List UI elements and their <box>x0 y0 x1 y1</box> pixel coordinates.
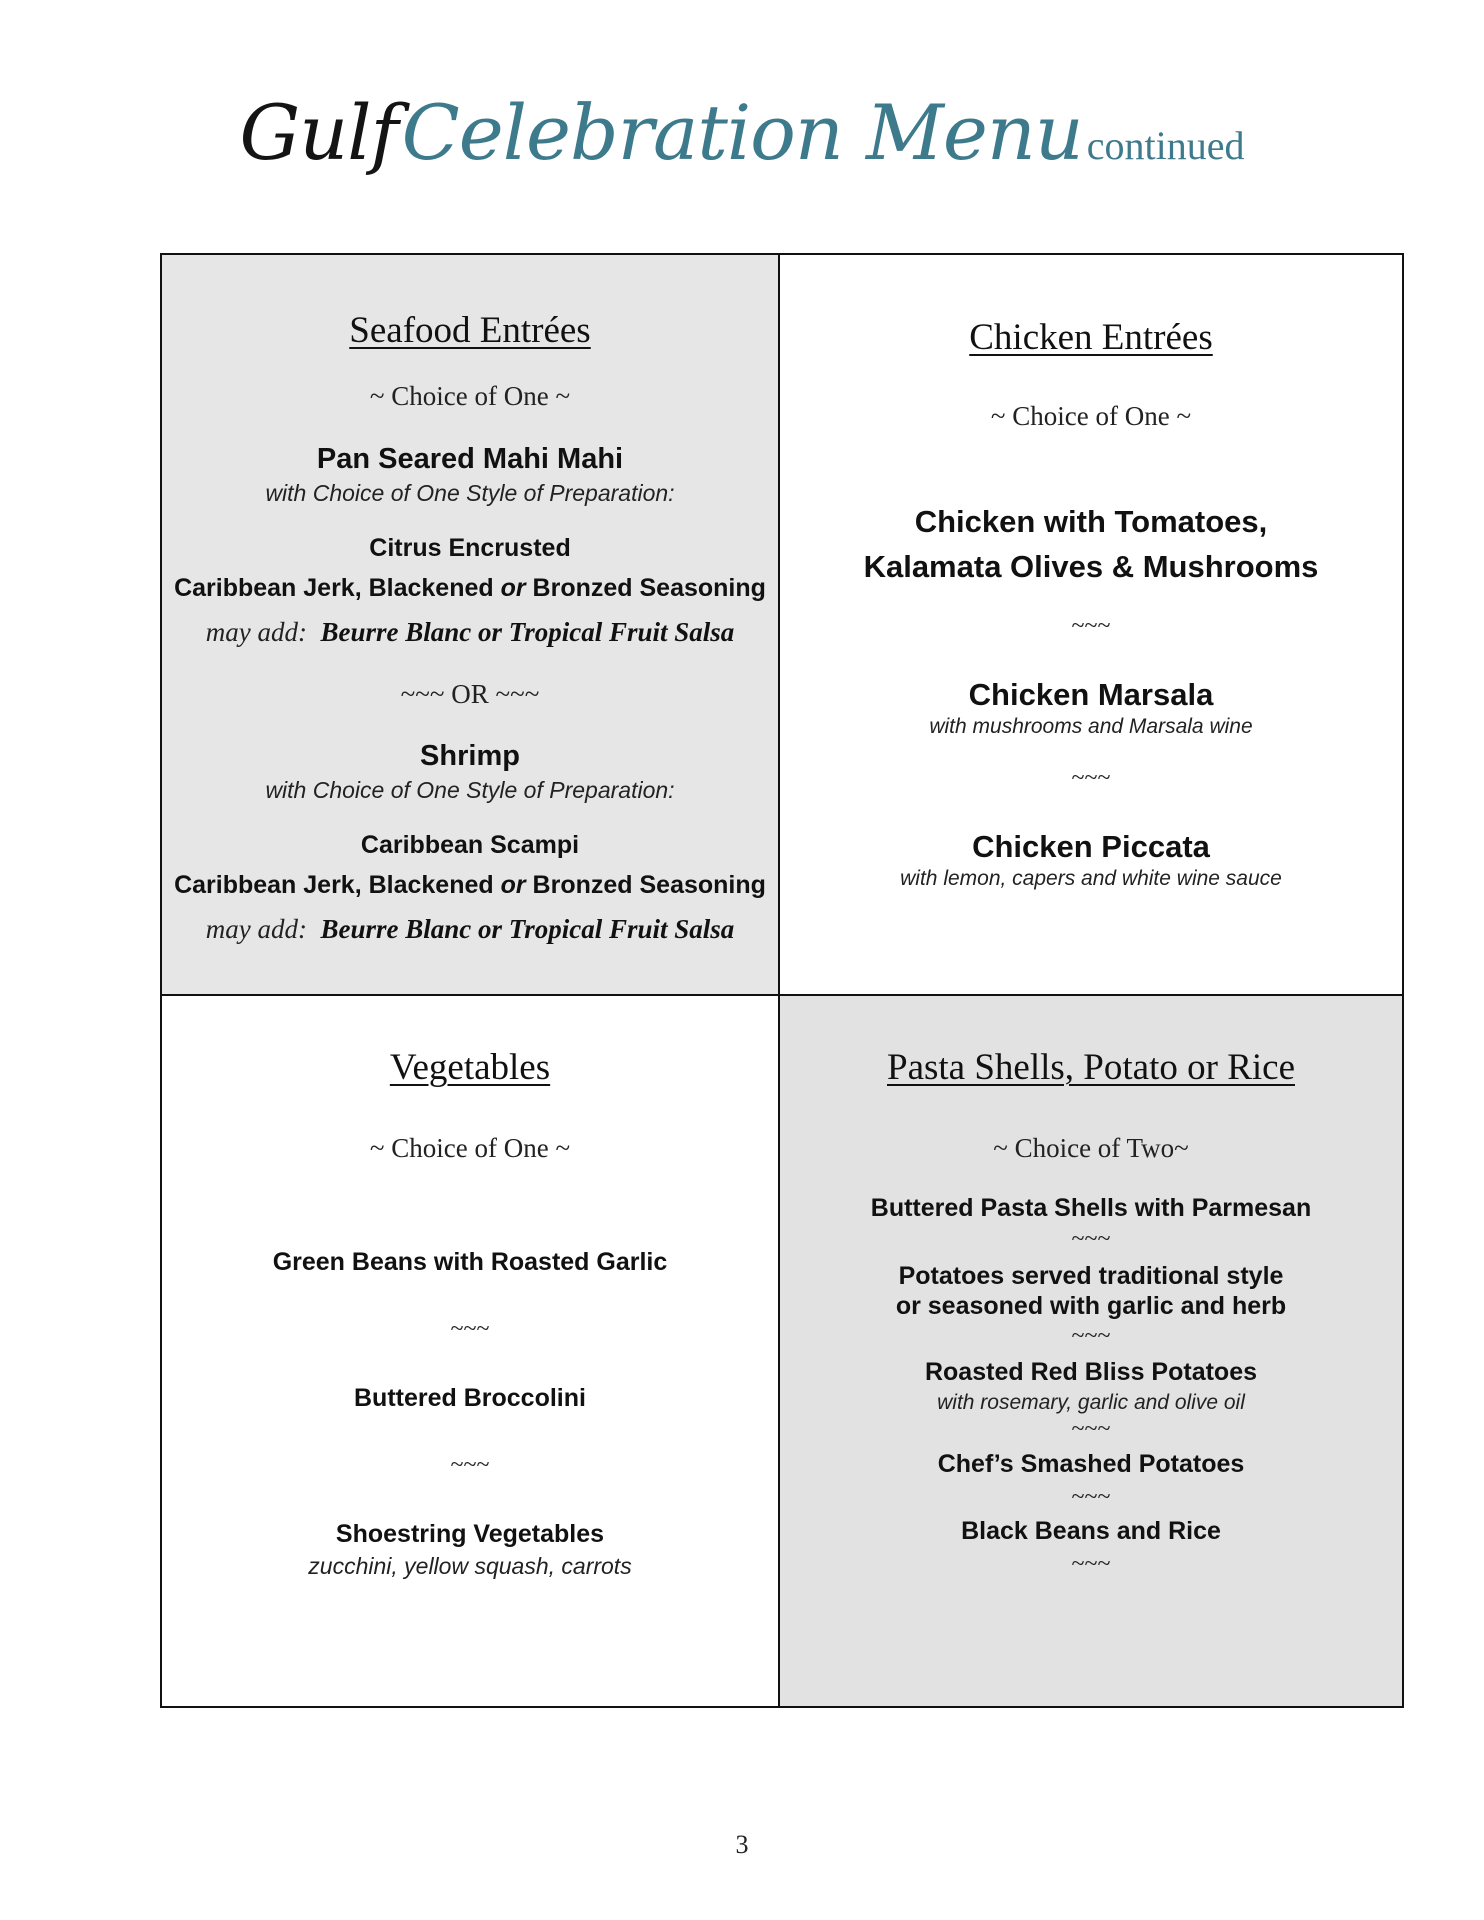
chicken-separator-2: ~~~ <box>1071 765 1111 791</box>
red-bliss-name: Roasted Red Bliss Potatoes <box>924 1358 1258 1386</box>
title-word-gulf: Gulf <box>239 88 398 177</box>
sides-separator-4: ~~~ <box>1071 1484 1111 1510</box>
mahi-style-citrus: Citrus Encrusted <box>369 534 571 562</box>
mahi-style-a: Caribbean Jerk, Blackened <box>174 574 501 602</box>
sides-separator-5: ~~~ <box>1071 1551 1111 1577</box>
buttered-broccolini: Buttered Broccolini <box>354 1384 586 1412</box>
sides-section <box>780 996 1402 1706</box>
shrimp-addon: Beurre Blanc or Tropical Fruit Salsa <box>320 914 735 944</box>
page-number: 3 <box>735 1830 749 1859</box>
vegetables-separator-2: ~~~ <box>450 1452 490 1478</box>
chicken-section <box>780 255 1402 996</box>
potatoes-line2: or seasoned with garlic and herb <box>895 1292 1287 1320</box>
shrimp-addon-line <box>162 914 778 945</box>
shrimp-style-seasoning <box>162 871 778 900</box>
shrimp-mayadd: may add: <box>205 914 307 944</box>
mahi-style-seasoning <box>162 574 778 603</box>
title-continued: continued <box>1086 123 1245 168</box>
vegetables-section <box>162 996 780 1706</box>
seafood-or-divider: ~~~ OR ~~~ <box>400 679 540 709</box>
smashed-potatoes: Chef’s Smashed Potatoes <box>937 1450 1245 1478</box>
shrimp-style-scampi: Caribbean Scampi <box>360 831 580 859</box>
mahi-addon-line <box>162 617 778 648</box>
pasta-shells: Buttered Pasta Shells with Parmesan <box>870 1194 1312 1222</box>
red-bliss-desc: with rosemary, garlic and olive oil <box>937 1391 1245 1414</box>
menu-title <box>0 88 1484 177</box>
title-celebration-menu: Celebration Menu <box>401 88 1083 177</box>
mahi-addon: Beurre Blanc or Tropical Fruit Salsa <box>320 617 735 647</box>
sides-choice: ~ Choice of Two~ <box>993 1133 1189 1163</box>
shrimp-name: Shrimp <box>420 740 520 772</box>
mahi-style-or: or <box>500 574 526 602</box>
seafood-heading: Seafood Entrées <box>349 310 591 351</box>
chicken-tomatoes-line1: Chicken with Tomatoes, <box>914 504 1268 539</box>
vegetables-heading: Vegetables <box>389 1047 551 1088</box>
shoestring-vegetables-desc: zucchini, yellow squash, carrots <box>308 1553 632 1579</box>
shrimp-style-b: Bronzed Seasoning <box>525 871 766 899</box>
sides-separator-2: ~~~ <box>1071 1323 1111 1349</box>
green-beans: Green Beans with Roasted Garlic <box>272 1248 668 1276</box>
chicken-tomatoes-line2: Kalamata Olives & Mushrooms <box>863 549 1319 584</box>
chicken-marsala-name: Chicken Marsala <box>968 677 1214 712</box>
mahi-desc: with Choice of One Style of Preparation: <box>265 480 675 506</box>
potatoes-line1: Potatoes served traditional style <box>898 1262 1284 1290</box>
vegetables-choice: ~ Choice of One ~ <box>369 1133 571 1163</box>
sides-separator-3: ~~~ <box>1071 1416 1111 1442</box>
shoestring-vegetables-name: Shoestring Vegetables <box>335 1520 605 1548</box>
chicken-choice: ~ Choice of One ~ <box>990 401 1192 431</box>
vegetables-separator-1: ~~~ <box>450 1316 490 1342</box>
sides-separator-1: ~~~ <box>1071 1226 1111 1252</box>
menu-grid <box>160 253 1404 1708</box>
sides-heading: Pasta Shells, Potato or Rice <box>887 1047 1295 1088</box>
mahi-mayadd: may add: <box>205 617 307 647</box>
chicken-heading: Chicken Entrées <box>969 317 1213 358</box>
shrimp-desc: with Choice of One Style of Preparation: <box>265 777 675 803</box>
chicken-piccata-name: Chicken Piccata <box>972 829 1210 864</box>
shrimp-style-or: or <box>500 871 526 899</box>
mahi-name: Pan Seared Mahi Mahi <box>316 443 624 475</box>
shrimp-style-a: Caribbean Jerk, Blackened <box>174 871 501 899</box>
seafood-choice: ~ Choice of One ~ <box>369 381 571 411</box>
chicken-marsala-desc: with mushrooms and Marsala wine <box>929 715 1253 738</box>
chicken-piccata-desc: with lemon, capers and white wine sauce <box>900 867 1282 890</box>
black-beans-rice: Black Beans and Rice <box>961 1517 1221 1545</box>
chicken-separator-1: ~~~ <box>1071 613 1111 639</box>
seafood-section <box>162 255 780 996</box>
mahi-style-b: Bronzed Seasoning <box>525 574 766 602</box>
